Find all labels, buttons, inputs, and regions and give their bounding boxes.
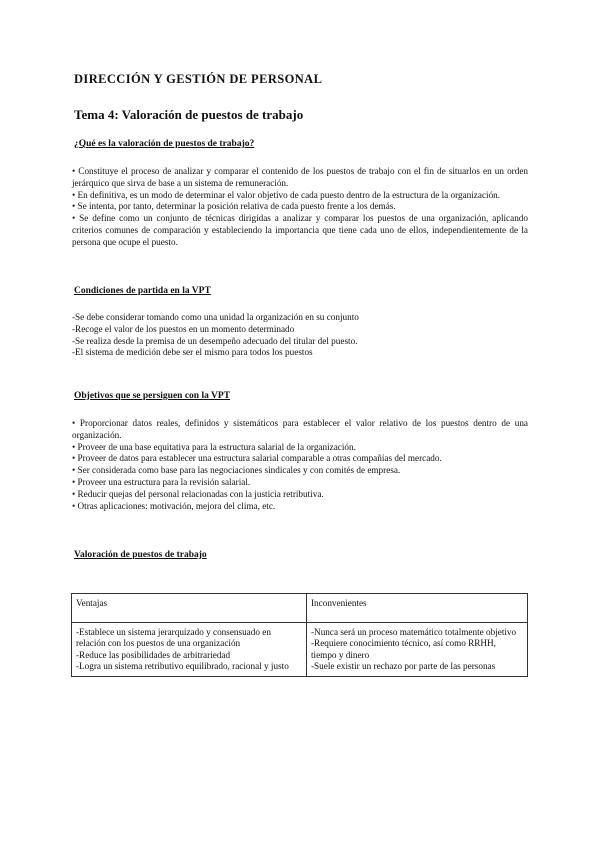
table-header-row xyxy=(72,594,528,623)
list-item: • Proveer de datos para establecer una estructura salarial comparable a otras compañías del mercado. xyxy=(72,453,442,464)
table-row xyxy=(72,623,528,677)
list-item: • Constituye el proceso de analizar y comparar el contenido de los puestos de trabajo con el fin de situarlos en un orden jerárquico que sirva de base a un sistema de remuneración. xyxy=(72,166,528,188)
document-title: DIRECCIÓN Y GESTIÓN DE PERSONAL xyxy=(74,72,323,86)
advantage-item: -Establece un sistema jerarquizado y consensuado en relación con los puestos de una organización xyxy=(76,627,271,649)
evaluation-heading: Valoración de puestos de trabajo xyxy=(74,550,207,560)
disadvantage-item: -Nunca será un proceso matemático totalmente objetivo xyxy=(311,627,517,637)
topic-title: Tema 4: Valoración de puestos de trabajo xyxy=(74,107,304,122)
advantage-item: -Logra un sistema retributivo equilibrado, racional y justo xyxy=(76,660,289,671)
definition-heading: ¿Qué es la valoración de puestos de trabajo? xyxy=(74,139,255,149)
list-item: -Recoge el valor de los puestos en un momento determinado xyxy=(72,323,295,334)
list-item: • Otras aplicaciones: motivación, mejora del clima, etc. xyxy=(72,500,276,511)
list-item: • Proveer una estructura para la revisión salarial. xyxy=(72,476,251,487)
advantage-item: -Reduce las posibilidades de arbitrariedad xyxy=(76,649,231,660)
list-item: • Proporcionar datos reales, definidos y sistemáticos para establecer el valor relativo de los puestos dentro de una organización. xyxy=(72,418,528,440)
list-item: -Se realiza desde la premisa de un desempeño adecuado del titular del puesto. xyxy=(72,335,358,346)
list-item: -Se debe considerar tomando como una unidad la organización en su conjunto xyxy=(72,312,359,322)
disadvantages-cell xyxy=(307,623,528,677)
objectives-list xyxy=(72,418,528,512)
definition-list xyxy=(72,166,528,249)
table-header-disadvantages: Inconvenientes xyxy=(307,594,528,623)
list-item: • Se define como un conjunto de técnicas dirigidas a analizar y comparar los puestos de una organización, aplicando criterios comunes de comparación y estableciendo la importancia que tiene cada uno de ellos, independientemente de la persona que ocupe el puesto. xyxy=(72,213,528,247)
list-item: • Se intenta, por tanto, determinar la posición relativa de cada puesto frente a los demás. xyxy=(72,201,396,212)
list-item: • Proveer de una base equitativa para la estructura salarial de la organización. xyxy=(72,441,356,452)
list-item: • Reducir quejas del personal relacionadas con la justicia retributiva. xyxy=(72,488,324,499)
list-item: • En definitiva, es un modo de determinar el valor objetivo de cada puesto dentro de la estructura de la organización. xyxy=(72,189,501,200)
disadvantage-item: -Requiere conocimiento técnico, así como RRHH, tiempo y dinero xyxy=(311,638,496,660)
disadvantage-item: -Suele existir un rechazo por parte de las personas xyxy=(311,660,496,671)
objectives-heading: Objetivos que se persiguen con la VPT xyxy=(74,391,231,401)
conditions-list xyxy=(72,312,528,359)
pros-cons-table xyxy=(71,593,528,677)
list-item: -El sistema de medición debe ser el mismo para todos los puestos xyxy=(72,347,313,358)
table-header-advantages: Ventajas xyxy=(72,594,307,623)
conditions-heading: Condiciones de partida en la VPT xyxy=(74,286,211,296)
advantages-cell xyxy=(72,623,307,677)
list-item: • Ser considerada como base para las negociaciones sindicales y con comités de empresa. xyxy=(72,465,401,476)
